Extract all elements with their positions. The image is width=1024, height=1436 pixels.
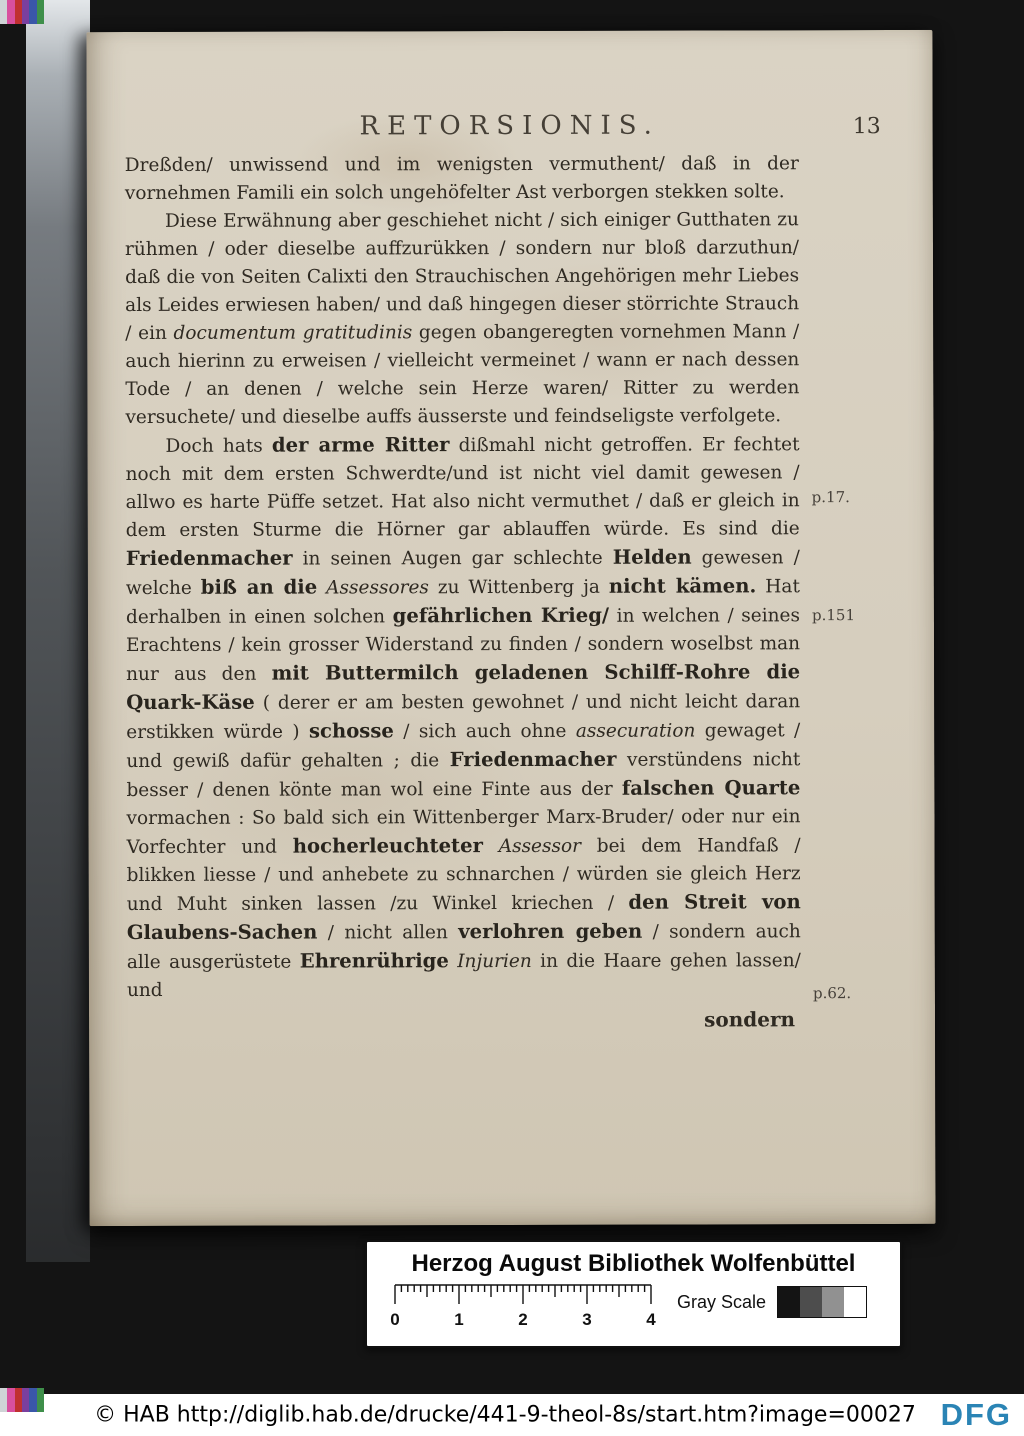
- ruler-tick-label: 2: [518, 1310, 528, 1329]
- scanned-page: [86, 30, 935, 1226]
- text-segment: dißmahl nicht getroffen. Er fechtet noch mit dem ersten Schwerdte/und ist nicht viel damit gewesen / allwo es harte Püffe setzet. Hat also nicht vermuthet / daß er gleich in dem ersten Sturme die Hörner gar ablauffen würde. Es sind die: [125, 434, 800, 542]
- ruler-icon: [391, 1284, 659, 1313]
- ruler-svg: [391, 1284, 659, 1308]
- gray-scale-label: Gray Scale: [677, 1292, 767, 1312]
- color-patch: [15, 1388, 22, 1412]
- catchword: sondern: [704, 1007, 796, 1032]
- text-segment: ( derer er am besten gewohnet / und nicht leicht daran erstikken würde ): [126, 691, 801, 744]
- text-segment: / sich auch ohne: [393, 720, 576, 743]
- margin-note: p.62.: [812, 984, 852, 1003]
- text-segment: in welchen / seines Erachtens / kein grosser Widerstand zu finden / sondern woselbst man nur aus den: [126, 605, 801, 686]
- text-segment: assecuration: [575, 720, 696, 742]
- color-patch: [778, 1287, 800, 1317]
- text-segment: Injurien: [457, 950, 532, 973]
- ruler-tick-label: 0: [390, 1310, 400, 1329]
- margin-notes: [86, 30, 935, 1226]
- text-segment: falschen Quarte: [621, 776, 801, 800]
- text-segment: biß an die: [200, 575, 318, 599]
- text-segment: Helden: [612, 545, 692, 569]
- color-patch: [22, 1388, 29, 1412]
- page-number: 13: [852, 114, 881, 140]
- text-segment: gewaget / und gewiß dafür gehalten ; die: [126, 720, 801, 773]
- color-patch: [7, 1388, 14, 1412]
- text-segment: gegen obangeregten vornehmen Mann / auch hierinn zu erweisen / vielleicht vermeinet / wann er nach dessen Tode / an denen / welche sein Herze waren/ Ritter zu werden versuchete/ und dieselbe auffs äusserste und feindseligste verfolgete.: [125, 321, 800, 429]
- color-patch: [7, 0, 14, 24]
- text-segment: Friedenmacher: [449, 747, 617, 772]
- text-segment: gewesen / welche: [125, 547, 800, 600]
- gray-scale-patches: [777, 1286, 867, 1318]
- text-segment: in seinen Augen gar schlechte: [292, 547, 613, 570]
- text-segment: Assessor: [498, 835, 581, 858]
- margin-note: p.151: [811, 606, 856, 625]
- ruler-tick-label: 1: [454, 1310, 464, 1329]
- text-segment: mit Buttermilch geladenen Schilff-Rohre die Quark-Käse: [126, 660, 801, 715]
- text-segment: verlohren geben: [458, 919, 643, 944]
- label-measure-row: [381, 1284, 886, 1340]
- text-segment: Doch hats: [165, 435, 272, 457]
- text-segment: vormachen : So bald sich ein Wittenberger Marx-Bruder/ oder nur ein Vorfechter und: [126, 806, 801, 859]
- text-segment: schosse: [308, 719, 394, 743]
- text-segment: Diese Erwähnung aber geschiehet nicht / sich einiger Gutthaten zu rühmen / oder dieselbe auffzurükken / sondern nur bloß darzuthun/ daß die von Seiten Calixti den Strauchischen Angehörigen mehr Liebes als Leides erwiesen haben/ und daß hingegen dieser störrichte Strauch / ein: [124, 209, 800, 345]
- text-segment: documentum gratitudinis: [173, 322, 413, 344]
- text-segment: Ehrenrührige: [299, 949, 449, 973]
- text-segment: verstündens nicht besser / denen könte man wol eine Finte aus der: [126, 749, 801, 802]
- text-segment: Friedenmacher: [125, 546, 293, 571]
- book-edge-strip: [26, 0, 90, 1262]
- color-patch: [15, 0, 22, 24]
- copyright-url: © HAB http://diglib.hab.de/drucke/441-9-theol-8s/start.htm?image=00027: [94, 1402, 916, 1428]
- color-patch: [0, 1388, 7, 1412]
- color-patch: [29, 0, 36, 24]
- color-patch: [37, 0, 44, 24]
- color-patch: [29, 1388, 36, 1412]
- color-patch: [800, 1287, 822, 1317]
- text-segment: / sondern auch alle ausgerüstete: [126, 921, 801, 974]
- ruler-tick-label: 4: [646, 1310, 656, 1329]
- color-patch: [822, 1287, 844, 1317]
- color-calibration-strip-top: [0, 0, 44, 24]
- ruler-numbers: [391, 1310, 659, 1332]
- library-name: Herzog August Bibliothek Wolfenbüttel: [411, 1250, 856, 1277]
- text-segment: in die Haare gehen lassen/ und: [126, 950, 801, 1002]
- text-segment: nicht kämen.: [608, 574, 757, 598]
- color-patch: [0, 0, 7, 24]
- text-segment: Hat derhalben in einen solchen: [125, 576, 800, 629]
- margin-note: p.17.: [811, 488, 850, 507]
- color-patch: [22, 0, 29, 24]
- library-label: [365, 1240, 902, 1348]
- text-segment: gefährlichen Krieg/: [392, 603, 610, 628]
- dfg-logo: DFG: [940, 1397, 1012, 1432]
- text-segment: zu Wittenberg ja: [428, 576, 609, 599]
- ruler-tick-label: 3: [582, 1310, 592, 1329]
- text-segment: / nicht allen: [317, 922, 459, 944]
- text-segment: der arme Ritter: [271, 433, 450, 457]
- color-patch: [37, 1388, 44, 1412]
- footer-bar: [0, 1394, 1024, 1436]
- color-patch: [844, 1287, 866, 1317]
- text-segment: den Streit von Glaubens-Sachen: [126, 890, 801, 945]
- text-segment: Dreßden/ unwissend und im wenigsten vermuthent/ daß in der vornehmen Famili ein solch ungehöfelter Ast verborgen stekken solte.: [124, 153, 799, 205]
- text-segment: bei dem Handfaß / blikken liesse / und anhebete zu schnarchen / würden sie gleich Herz und Muht sinken lassen /zu Winkel kriechen /: [126, 835, 801, 916]
- text-segment: hocherleuchteter: [292, 834, 483, 858]
- color-calibration-strip-bottom: [0, 1388, 44, 1412]
- running-title: RETORSIONIS.: [359, 110, 660, 142]
- text-segment: Assessores: [326, 577, 429, 599]
